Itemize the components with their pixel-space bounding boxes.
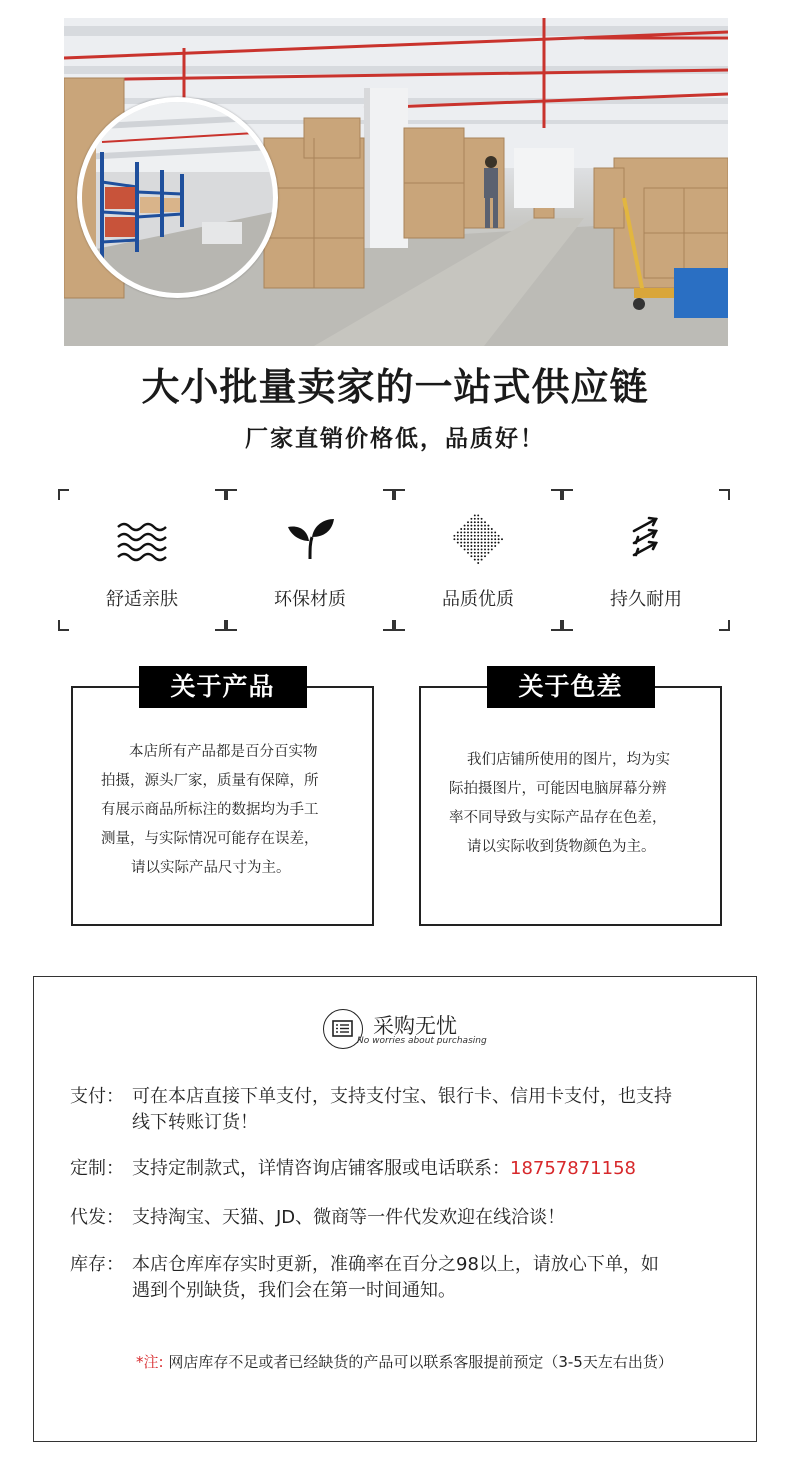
subline: 厂家直销价格低，品质好！ <box>245 426 545 452</box>
text-line: 请以实际收到货物颜色为主。 <box>467 839 656 855</box>
feature-durable <box>562 489 730 631</box>
feature-label: 环保材质 <box>274 589 346 610</box>
feature-row <box>58 489 733 631</box>
text-line: 际拍摄图片，可能因电脑屏幕分辨 <box>449 781 667 797</box>
note-mark: *注: <box>136 1353 164 1371</box>
row-text: 线下转账订货！ <box>132 1112 258 1133</box>
feature-label: 品质优质 <box>442 589 514 610</box>
about-color-box <box>419 672 722 926</box>
row-text: 本店仓库库存实时更新，准确率在百分之98以上，请放心下单，如 <box>132 1254 659 1275</box>
text-line: 拍摄，源头厂家，质量有保障，所 <box>101 773 319 789</box>
about-product-text <box>95 738 358 883</box>
about-product-box <box>71 672 374 926</box>
feature-eco <box>226 489 394 631</box>
phone-number[interactable]: 18757871158 <box>510 1158 636 1179</box>
row-text: 可在本店直接下单支付，支持支付宝、银行卡、信用卡支付，也支持 <box>132 1086 672 1107</box>
diamond-dots-icon <box>448 509 508 569</box>
feature-comfort <box>58 489 226 631</box>
purchase-subtitle: No worries about purchasing <box>357 1036 487 1046</box>
about-color-title: 关于色差 <box>487 666 655 708</box>
about-color-text <box>443 746 706 862</box>
note-text: 网店库存不足或者已经缺货的产品可以联系客服提前预定（3-5天左右出货） <box>168 1353 673 1371</box>
text-line: 有展示商品所标注的数据均为手工 <box>101 802 319 818</box>
row-text: 支持定制款式，详情咨询店铺客服或电话联系： <box>132 1158 510 1179</box>
purchase-info-box <box>33 976 757 1442</box>
warehouse-shelves-inset <box>77 97 278 298</box>
row-text: 遇到个别缺货，我们会在第一时间通知。 <box>132 1280 456 1301</box>
text-line: 测量，与实际情况可能存在误差， <box>101 831 319 847</box>
stock-row <box>70 1252 756 1304</box>
payment-row <box>70 1084 756 1136</box>
row-label: 支付： <box>70 1086 124 1107</box>
purchase-title: 采购无忧 <box>373 1014 457 1038</box>
text-line: 我们店铺所使用的图片，均为实 <box>467 752 670 768</box>
arrows-durable-icon <box>616 509 676 569</box>
row-label: 定制： <box>70 1158 124 1179</box>
row-text: 支持淘宝、天猫、JD、微商等一件代发欢迎在线洽谈！ <box>132 1207 566 1228</box>
text-line: 率不同导致与实际产品存在色差， <box>449 810 667 826</box>
leaf-sprout-icon <box>280 509 340 569</box>
feature-label: 持久耐用 <box>610 589 682 610</box>
stock-note <box>136 1351 673 1372</box>
headline: 大小批量卖家的一站式供应链 <box>141 365 649 409</box>
feature-label: 舒适亲肤 <box>106 589 178 610</box>
row-label: 库存： <box>70 1254 124 1275</box>
feature-quality <box>394 489 562 631</box>
text-line: 请以实际产品尺寸为主。 <box>131 860 291 876</box>
text-line: 本店所有产品都是百分百实物 <box>129 744 318 760</box>
waves-icon <box>112 509 172 569</box>
about-product-title: 关于产品 <box>139 666 307 708</box>
row-label: 代发： <box>70 1207 124 1228</box>
